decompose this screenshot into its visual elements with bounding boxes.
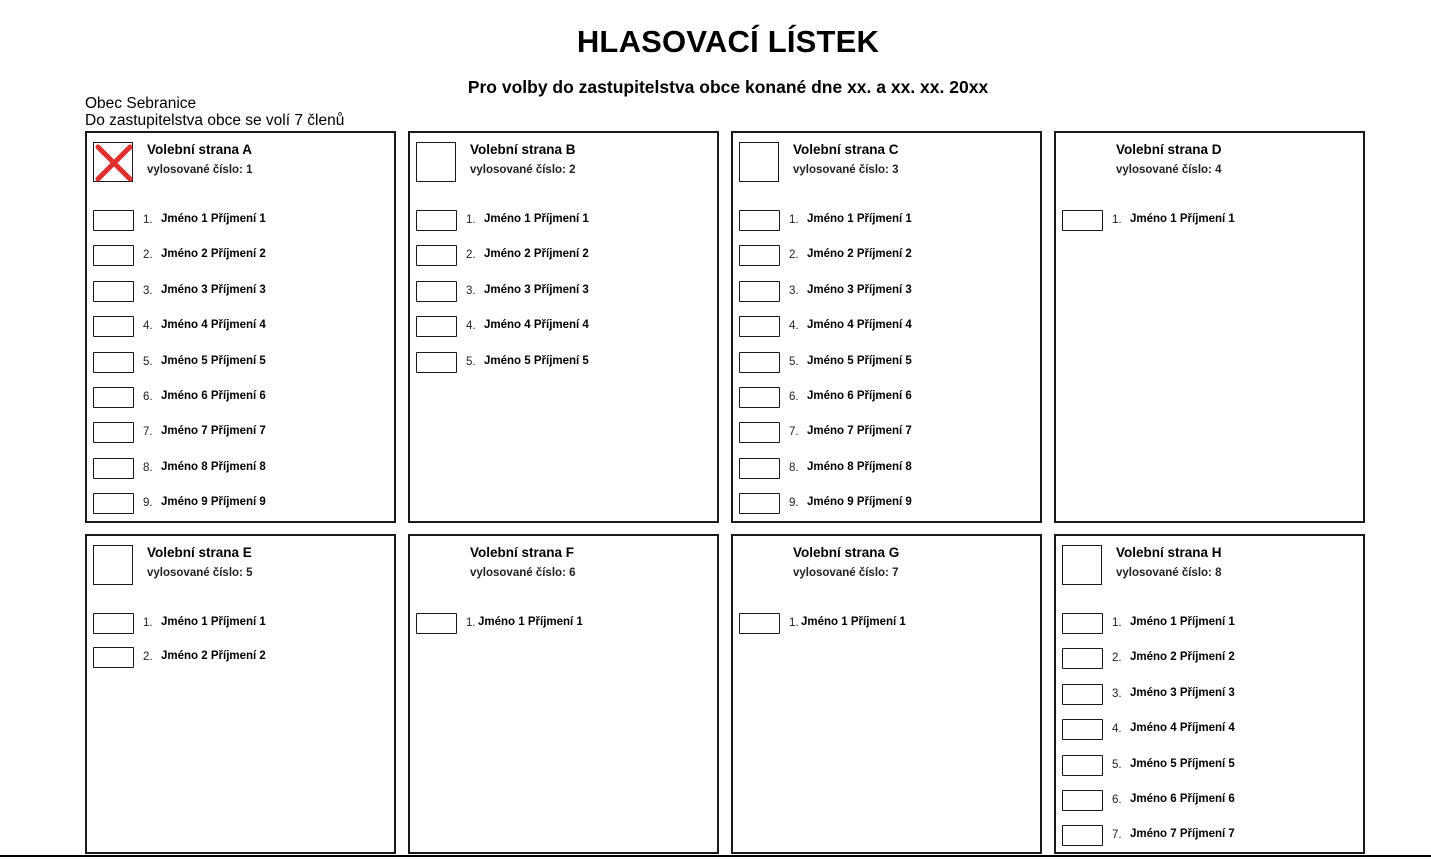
candidate-vote-box[interactable] <box>93 422 134 443</box>
candidate-row <box>93 316 383 338</box>
candidate-vote-box[interactable] <box>1062 755 1103 776</box>
candidate-order-number: 6. <box>1112 794 1122 806</box>
candidate-order-number: 5. <box>466 355 476 368</box>
municipality-name: Obec Sebranice <box>85 95 197 112</box>
party-name: Volební strana H <box>1116 545 1222 560</box>
candidate-vote-box[interactable] <box>739 316 780 337</box>
party-drawn-number: vylosované číslo: 1 <box>147 164 253 176</box>
candidate-order-number: 4. <box>466 320 476 333</box>
party-drawn-number: vylosované číslo: 2 <box>470 164 576 176</box>
party-drawn-number: vylosované číslo: 5 <box>147 567 253 579</box>
candidate-name: Jméno 3 Příjmení 3 <box>484 283 589 296</box>
party-name: Volební strana B <box>470 142 576 157</box>
candidate-name: Jméno 1 Příjmení 1 <box>807 213 912 225</box>
party-name: Volební strana G <box>793 545 900 560</box>
candidate-name: Jméno 4 Příjmení 4 <box>484 319 589 332</box>
candidate-order-number: 4. <box>789 320 799 333</box>
candidate-row <box>416 210 706 232</box>
candidate-name: Jméno 1 Příjmení 1 <box>484 213 589 225</box>
candidate-row <box>93 613 383 635</box>
candidate-order-number: 1. <box>1112 617 1122 629</box>
page-bottom-rule <box>0 855 1431 857</box>
candidate-row <box>93 210 383 232</box>
party-drawn-number: vylosované číslo: 6 <box>470 567 576 579</box>
candidate-vote-box[interactable] <box>93 245 134 266</box>
candidate-row <box>416 316 706 338</box>
party-panel-e <box>85 534 396 854</box>
candidate-order-number: 2. <box>143 249 153 262</box>
candidate-order-number: 6. <box>143 391 153 403</box>
party-drawn-number: vylosované číslo: 4 <box>1116 164 1222 176</box>
candidate-order-number: 1. <box>143 617 153 629</box>
candidate-vote-box[interactable] <box>1062 648 1103 669</box>
candidate-order-number: 5. <box>789 355 799 368</box>
candidate-name: Jméno 4 Příjmení 4 <box>807 319 912 332</box>
candidate-name: Jméno 7 Příjmení 7 <box>161 425 266 438</box>
candidate-row <box>1062 613 1352 635</box>
candidate-vote-box[interactable] <box>739 210 780 231</box>
candidate-row <box>739 210 1029 232</box>
candidate-name: Jméno 5 Příjmení 5 <box>484 354 589 367</box>
candidate-order-number: 6. <box>789 391 799 403</box>
candidate-row <box>739 387 1029 409</box>
candidate-name: Jméno 2 Příjmení 2 <box>161 650 266 662</box>
candidate-order-number: 8. <box>143 461 153 474</box>
candidate-name: Jméno 5 Příjmení 5 <box>161 354 266 367</box>
candidate-order-number: 3. <box>789 284 799 297</box>
candidate-vote-box[interactable] <box>1062 790 1103 811</box>
candidate-row <box>1062 210 1352 232</box>
candidate-name: Jméno 9 Příjmení 9 <box>807 496 912 509</box>
candidate-name: Jméno 9 Příjmení 9 <box>161 496 266 509</box>
candidate-row <box>93 458 383 480</box>
candidate-vote-box[interactable] <box>739 493 780 514</box>
candidate-order-number: 5. <box>1112 758 1122 771</box>
candidate-vote-box[interactable] <box>93 458 134 479</box>
party-vote-box-c[interactable] <box>739 142 779 182</box>
candidate-row <box>93 245 383 267</box>
candidate-name: Jméno 1 Příjmení 1 <box>801 616 906 628</box>
candidate-order-number: 2. <box>143 651 153 663</box>
candidate-vote-box[interactable] <box>416 613 457 634</box>
seats-info: Do zastupitelstva obce se volí 7 členů <box>85 112 345 129</box>
party-vote-box-h[interactable] <box>1062 545 1102 585</box>
party-drawn-number: vylosované číslo: 8 <box>1116 567 1222 579</box>
candidate-name: Jméno 4 Příjmení 4 <box>161 319 266 332</box>
candidate-order-number: 7. <box>1112 829 1122 842</box>
candidate-name: Jméno 2 Příjmení 2 <box>1130 651 1235 664</box>
candidate-order-number: 3. <box>466 284 476 297</box>
candidate-name: Jméno 2 Příjmení 2 <box>807 248 912 261</box>
candidate-name: Jméno 3 Příjmení 3 <box>161 283 266 296</box>
party-panel-a <box>85 131 396 523</box>
candidate-vote-box[interactable] <box>739 387 780 408</box>
candidate-name: Jméno 8 Příjmení 8 <box>161 460 266 473</box>
candidate-row <box>739 281 1029 303</box>
candidate-order-number: 3. <box>1112 687 1122 700</box>
candidate-vote-box[interactable] <box>416 316 457 337</box>
candidate-row <box>739 352 1029 374</box>
party-vote-box-a[interactable] <box>93 142 133 182</box>
candidate-vote-box[interactable] <box>1062 825 1103 846</box>
party-panel-c <box>731 131 1042 523</box>
candidate-name: Jméno 6 Příjmení 6 <box>161 390 266 402</box>
candidate-vote-box[interactable] <box>739 245 780 266</box>
party-name: Volební strana D <box>1116 142 1222 157</box>
candidate-order-number: 9. <box>789 497 799 510</box>
candidate-order-number: 3. <box>143 284 153 297</box>
candidate-name: Jméno 6 Příjmení 6 <box>1130 793 1235 805</box>
candidate-order-number: 1. <box>789 617 799 629</box>
candidate-vote-box[interactable] <box>739 352 780 373</box>
candidate-row <box>739 245 1029 267</box>
candidate-order-number: 2. <box>789 249 799 262</box>
candidate-row <box>93 387 383 409</box>
candidate-name: Jméno 2 Příjmení 2 <box>484 248 589 261</box>
candidate-vote-box[interactable] <box>1062 613 1103 634</box>
candidate-name: Jméno 2 Příjmení 2 <box>161 248 266 261</box>
candidate-order-number: 4. <box>143 320 153 333</box>
candidate-row <box>93 647 383 669</box>
party-name: Volební strana A <box>147 142 253 157</box>
party-drawn-number: vylosované číslo: 3 <box>793 164 899 176</box>
candidate-name: Jméno 1 Příjmení 1 <box>1130 213 1235 225</box>
candidate-name: Jméno 8 Příjmení 8 <box>807 460 912 473</box>
candidate-vote-box[interactable] <box>1062 210 1103 231</box>
candidate-vote-box[interactable] <box>93 281 134 302</box>
ballot-title: HLASOVACÍ LÍSTEK <box>576 24 880 59</box>
candidate-name: Jméno 5 Příjmení 5 <box>807 354 912 367</box>
candidate-vote-box[interactable] <box>93 210 134 231</box>
candidate-order-number: 7. <box>143 426 153 439</box>
candidate-vote-box[interactable] <box>739 281 780 302</box>
party-name: Volební strana C <box>793 142 899 157</box>
candidate-row <box>416 613 706 635</box>
candidate-name: Jméno 5 Příjmení 5 <box>1130 757 1235 770</box>
party-panel-g <box>731 534 1042 854</box>
candidate-vote-box[interactable] <box>93 493 134 514</box>
party-vote-box-b[interactable] <box>416 142 456 182</box>
candidate-vote-box[interactable] <box>1062 684 1103 705</box>
candidate-order-number: 1. <box>1112 214 1122 226</box>
candidate-order-number: 2. <box>1112 652 1122 665</box>
candidate-order-number: 5. <box>143 355 153 368</box>
candidate-vote-box[interactable] <box>1062 719 1103 740</box>
candidate-name: Jméno 7 Příjmení 7 <box>807 425 912 438</box>
candidate-row <box>1062 719 1352 741</box>
candidate-order-number: 2. <box>466 249 476 262</box>
candidate-name: Jméno 3 Příjmení 3 <box>1130 686 1235 699</box>
candidate-row <box>739 493 1029 515</box>
party-panel-d <box>1054 131 1365 523</box>
candidate-row <box>93 281 383 303</box>
party-panel-b <box>408 131 719 523</box>
candidate-row <box>1062 790 1352 812</box>
party-drawn-number: vylosované číslo: 7 <box>793 567 899 579</box>
candidate-row <box>416 352 706 374</box>
candidate-vote-box[interactable] <box>739 422 780 443</box>
candidate-name: Jméno 3 Příjmení 3 <box>807 283 912 296</box>
candidate-vote-box[interactable] <box>416 245 457 266</box>
candidate-vote-box[interactable] <box>416 352 457 373</box>
candidate-row <box>1062 825 1352 847</box>
party-panel-f <box>408 534 719 854</box>
candidate-name: Jméno 7 Příjmení 7 <box>1130 828 1235 841</box>
candidate-row <box>1062 684 1352 706</box>
candidate-name: Jméno 1 Příjmení 1 <box>161 213 266 225</box>
candidate-row <box>1062 648 1352 670</box>
candidate-order-number: 7. <box>789 426 799 439</box>
party-panel-h <box>1054 534 1365 854</box>
candidate-order-number: 1. <box>143 214 153 226</box>
candidate-name: Jméno 1 Příjmení 1 <box>161 616 266 628</box>
candidate-row <box>739 316 1029 338</box>
candidate-name: Jméno 4 Příjmení 4 <box>1130 722 1235 735</box>
candidate-name: Jméno 1 Příjmení 1 <box>1130 616 1235 628</box>
candidate-row <box>93 352 383 374</box>
candidate-row <box>1062 755 1352 777</box>
candidate-row <box>416 281 706 303</box>
candidate-vote-box[interactable] <box>93 316 134 337</box>
party-vote-box-e[interactable] <box>93 545 133 585</box>
candidate-row <box>93 422 383 444</box>
ballot-subtitle: Pro volby do zastupitelstva obce konané dne xx. a xx. xx. 20xx <box>467 77 989 97</box>
candidate-row <box>739 422 1029 444</box>
candidate-row <box>416 245 706 267</box>
candidate-order-number: 9. <box>143 497 153 510</box>
candidate-vote-box[interactable] <box>93 387 134 408</box>
candidate-vote-box[interactable] <box>739 613 780 634</box>
candidate-vote-box[interactable] <box>739 458 780 479</box>
candidate-row <box>93 493 383 515</box>
candidate-order-number: 4. <box>1112 723 1122 736</box>
candidate-order-number: 8. <box>789 461 799 474</box>
candidate-row <box>739 458 1029 480</box>
party-name: Volební strana E <box>147 545 252 560</box>
candidate-vote-box[interactable] <box>93 613 134 634</box>
candidate-name: Jméno 1 Příjmení 1 <box>478 616 583 628</box>
candidate-order-number: 1. <box>789 214 799 226</box>
candidate-order-number: 1. <box>466 214 476 226</box>
party-name: Volební strana F <box>470 545 575 560</box>
candidate-row <box>739 613 1029 635</box>
vote-cross-mark-icon <box>94 143 134 183</box>
candidate-name: Jméno 6 Příjmení 6 <box>807 390 912 402</box>
candidate-vote-box[interactable] <box>416 210 457 231</box>
candidate-vote-box[interactable] <box>93 647 134 668</box>
candidate-vote-box[interactable] <box>416 281 457 302</box>
candidate-order-number: 1. <box>466 617 476 629</box>
candidate-vote-box[interactable] <box>93 352 134 373</box>
